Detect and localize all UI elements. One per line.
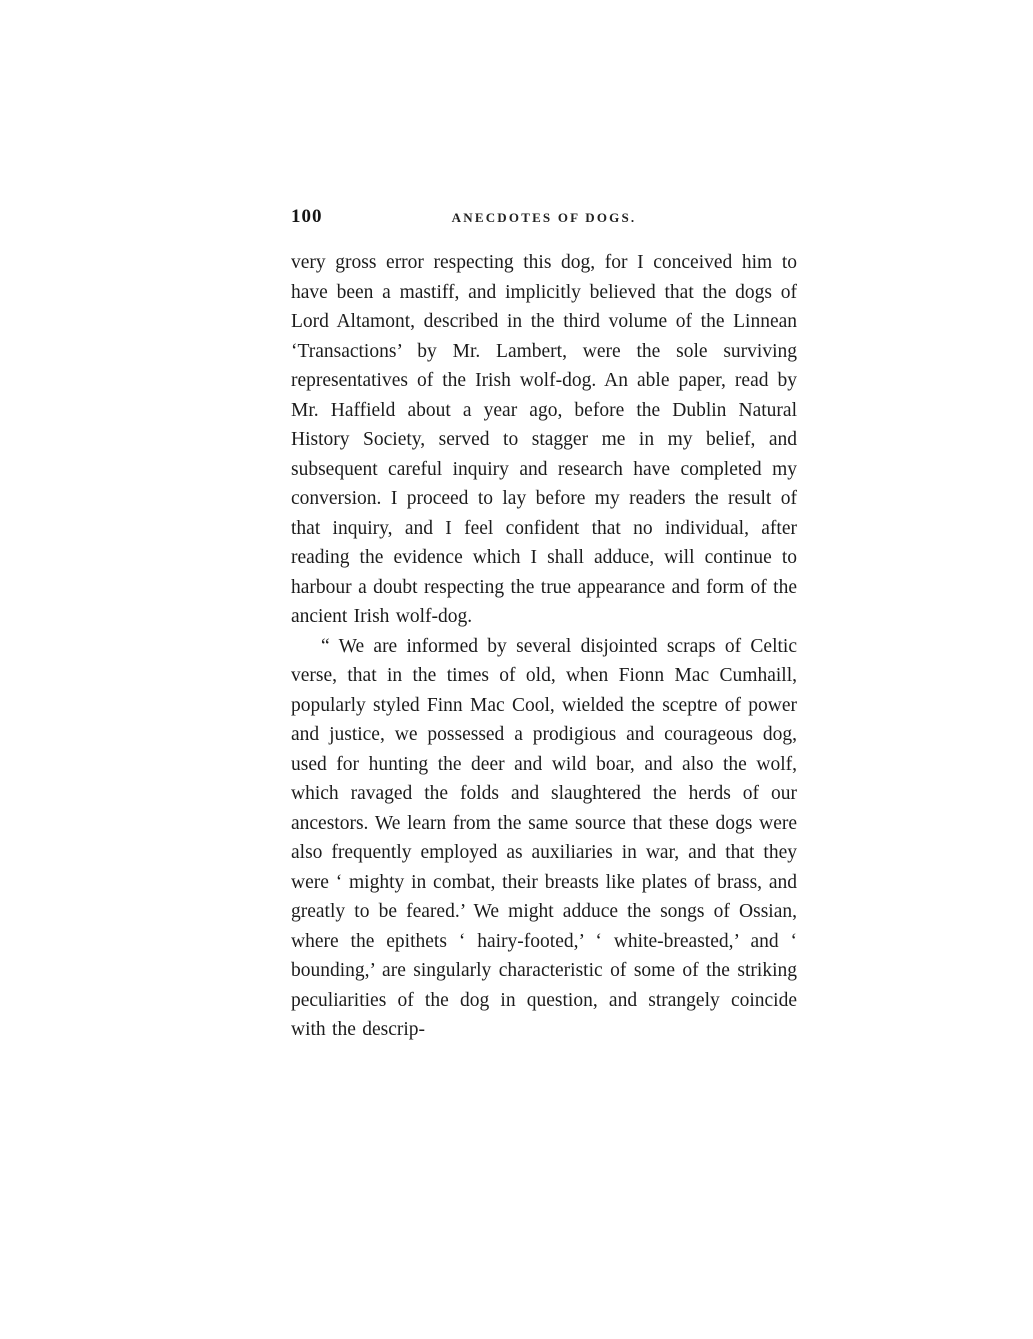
page-header (291, 206, 797, 232)
paragraph-quote: “ We are informed by several disjointed scraps of Celtic verse, that in the times of old, when Fionn Mac Cumhaill, popularly styled Finn Mac Cool, wielded the sceptre of power and justice, we possessed a prodigious and courageous dog, used for hunting the deer and wild boar, and also the wolf, which ravaged the folds and slaughtered the herds of our ancestors. We learn from the same source that these dogs were also frequently employed as auxiliaries in war, and that they were ‘ mighty in combat, their breasts like plates of brass, and greatly to be feared.’ We might adduce the songs of Ossian, where the epithets ‘ hairy-footed,’ ‘ white-breasted,’ and ‘ bounding,’ are singularly characteristic of some of the striking peculiarities of the dog in question, and strangely coincide with the descrip- (291, 635, 797, 1040)
text-block (291, 206, 797, 1045)
page-number: 100 (291, 206, 323, 227)
paragraph-continuation: very gross error respecting this dog, for I conceived him to have been a mastiff, and implicitly believed that the dogs of Lord Altamont, described in the third volume of the Linnean ‘Transactions’ by Mr. Lambert, were the sole surviving representatives of the Irish wolf-dog. An able paper, read by Mr. Haffield about a year ago, before the Dublin Natural History Society, served to stagger me in my belief, and subsequent careful inquiry and research have completed my conversion. I proceed to lay before my readers the result of that inquiry, and I feel confident that no individual, after reading the evidence which I shall adduce, will continue to harbour a doubt respecting the true appearance and form of the ancient Irish wolf-dog. (291, 252, 797, 627)
page-body (291, 248, 797, 1045)
running-header-title: ANECDOTES OF DOGS. (451, 210, 637, 225)
